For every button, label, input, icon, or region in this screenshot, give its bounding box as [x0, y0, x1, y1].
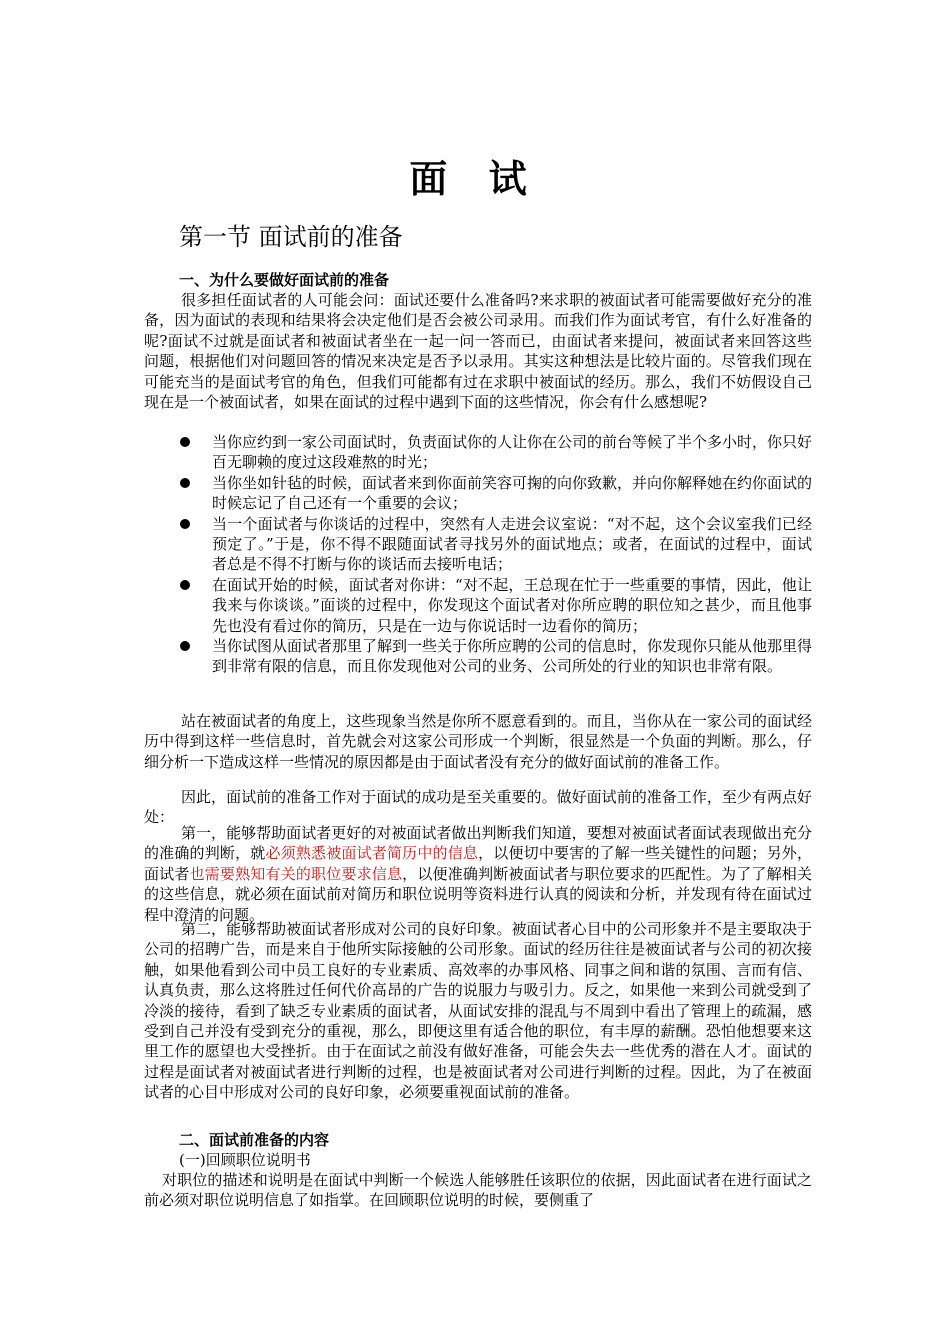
list-item [144, 473, 812, 514]
paragraph-perspective: 站在被面试者的角度上，这些现象当然是你所不愿意看到的。而且，当你从在一家公司的面试经历中得到这样一些信息时，首先就会对这家公司形成一个判断，很显然是一个负面的判断。那么，仔细分析一下造成这样一些情况的原因都是由于面试者没有充分的做好面试前的准备工作。 [144, 712, 812, 771]
list-item [144, 432, 812, 473]
list-item [144, 636, 812, 677]
text-run: ，以便准确判断被面试者与职位要求的匹配性。为了了解相关的这些信息，就必须在面试前对简历和职位说明等资料进行认真的阅读和分析，并发现有待在面试过程中澄清的问题。 [144, 864, 812, 924]
bullet-icon [180, 519, 190, 529]
list-item-text: 当一个面试者与你谈话的过程中，突然有人走进会议室说：“对不起，这个会议室我们已经预定了。”于是，你不得不跟随面试者寻找另外的面试地点；或者，在面试的过程中，面试者总是不得不打断与你的谈话而去接听电话； [212, 514, 812, 574]
paragraph-benefits: 因此，面试前的准备工作对于面试的成功是至关重要的。做好面试前的准备工作，至少有两点好处： [144, 788, 812, 827]
list-item [144, 514, 812, 575]
paragraph-intro: 很多担任面试者的人可能会问：面试还要什么准备吗?来求职的被面试者可能需要做好充分的准备，因为面试的表现和结果将会决定他们是否会被公司录用。而我们作为面试考官，有什么好准备的呢?面试不过就是面试者和被面试者坐在一起一问一答而已，由面试者来提问，被面试者来回答这些问题，根据他们对问题回答的情况来决定是否予以录用。其实这种想法是比较片面的。尽管我们现在可能充当的是面试考官的角色，但我们可能都有过在求职中被面试的经历。那么，我们不妨假设自己现在是一个被面试者，如果在面试的过程中遇到下面的这些情况，你会有什么感想呢? [144, 291, 812, 412]
bullet-icon [180, 580, 190, 590]
list-item-text: 在面试开始的时候，面试者对你讲：“对不起，王总现在忙于一些重要的事情，因此，他让我来与你谈谈。”面谈的过程中，你发现这个面试者对你所应聘的职位知之甚少，而且他事先也没有看过你的简历，只是在一边与你说话时一边看你的简历； [212, 575, 812, 635]
document-title: 面 试 [409, 156, 541, 201]
bullet-icon [180, 437, 190, 447]
list-item-text: 当你试图从面试者那里了解到一些关于你所应聘的公司的信息时，你发现你只能从他那里得到非常有限的信息，而且你发现他对公司的业务、公司所处的行业的知识也非常有限。 [212, 637, 813, 676]
paragraph-benefit-two: 第二，能够帮助被面试者形成对公司的良好印象。被面试者心目中的公司形象并不是主要取决于公司的招聘广告，而是来自于他所实际接触的公司形象。面试的经历往往是被面试者与公司的初次接触，如果他看到公司中员工良好的专业素质、高效率的办事风格、同事之间和谐的氛围、言而有信、认真负责，那么这将胜过任何代价高昂的广告的说服力与吸引力。反之，如果他一来到公司就受到了冷淡的接待，看到了缺乏专业素质的面试者，从面试安排的混乱与不周到中看出了管理上的疏漏，感受到自己并没有受到充分的重视，那么，即便这里有适合他的职位，有丰厚的薪酬。恐怕他想要来这里工作的愿望也大受挫折。由于在面试之前没有做好准备，可能会失去一些优秀的潜在人才。面试的过程是面试者对被面试者进行判断的过程，也是被面试者对公司进行判断的过程。因此，为了在被面试者的心目中形成对公司的良好印象，必须要重视面试前的准备。 [144, 920, 812, 1102]
scenario-list [144, 432, 812, 677]
section-title: 第一节 面试前的准备 [179, 223, 403, 251]
heading-why-prepare: 一、为什么要做好面试前的准备 [179, 271, 390, 289]
highlight-resume-info: 必须熟悉被面试者简历中的信息 [265, 844, 479, 863]
paragraph-job-description: 对职位的描述和说明是在面试中判断一个候选人能够胜任该职位的依据，因此面试者在进行面试之前必须对职位说明信息了如指掌。在回顾职位说明的时候，要侧重了 [144, 1171, 812, 1210]
text-run: 第一，能够帮助面试者更好的对被面试者做出判断我们知道，要想对被面试者面试表现做出充分的准确的判断，就 [144, 824, 812, 863]
list-item-text: 当你应约到一家公司面试时，负责面试你的人让你在公司的前台等候了半个多小时，你只好百无聊赖的度过这段难熬的时光； [212, 433, 813, 472]
list-item-text: 当你坐如针毡的时候，面试者来到你面前笑容可掬的向你致歉，并向你解释她在约你面试的时候忘记了自己还有一个重要的会议； [212, 473, 813, 513]
heading-preparation-content: 二、面试前准备的内容 [179, 1131, 330, 1149]
list-item [144, 575, 812, 636]
bullet-icon [180, 641, 190, 651]
subheading-review-job-description: (一)回顾职位说明书 [179, 1151, 311, 1169]
paragraph-benefit-one [144, 823, 812, 925]
highlight-job-requirements: 也需要熟知有关的职位要求信息 [189, 864, 403, 883]
text-run: ，以便切中要害的了解一些关键性的问题；另外，面试者 [144, 844, 812, 883]
bullet-icon [180, 478, 190, 488]
